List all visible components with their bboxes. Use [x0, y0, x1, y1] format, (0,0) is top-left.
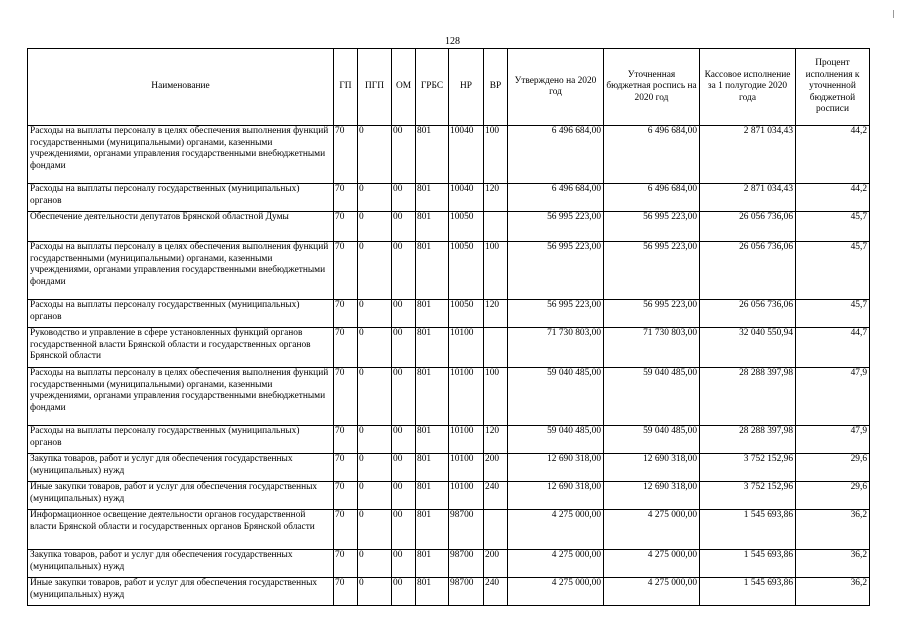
table-row — [28, 454, 870, 482]
header-pgp: ПГП — [358, 49, 392, 126]
row-nr-cell: 98700 — [449, 578, 484, 606]
row-approved-cell: 56 995 223,00 — [508, 212, 604, 242]
row-percent-cell: 36,2 — [796, 550, 870, 578]
row-gp-cell: 70 — [334, 212, 358, 242]
row-cash-cell: 32 040 550,94 — [700, 328, 796, 368]
row-cash-cell: 1 545 693,86 — [700, 550, 796, 578]
table-row — [28, 510, 870, 550]
row-grbs-cell: 801 — [416, 126, 449, 184]
row-gp-cell: 70 — [334, 300, 358, 328]
header-gp: ГП — [334, 49, 358, 126]
row-pgp-cell: 0 — [358, 510, 392, 550]
row-approved-cell: 12 690 318,00 — [508, 482, 604, 510]
row-nr-cell: 10050 — [449, 212, 484, 242]
row-vr-cell — [484, 510, 508, 550]
row-nr-cell: 10100 — [449, 426, 484, 454]
table-row — [28, 126, 870, 184]
row-gp-cell: 70 — [334, 328, 358, 368]
row-name-cell: Информационное освещение деятельности органов государственной власти Брянской области и государственных органов Брянской области — [28, 510, 334, 550]
row-grbs-cell: 801 — [416, 578, 449, 606]
row-vr-cell: 100 — [484, 126, 508, 184]
row-name-cell: Расходы на выплаты персоналу государственных (муниципальных) органов — [28, 184, 334, 212]
row-approved-cell: 4 275 000,00 — [508, 578, 604, 606]
row-pgp-cell: 0 — [358, 578, 392, 606]
row-pgp-cell: 0 — [358, 328, 392, 368]
row-percent-cell: 36,2 — [796, 578, 870, 606]
row-vr-cell: 200 — [484, 454, 508, 482]
table-row — [28, 368, 870, 426]
row-grbs-cell: 801 — [416, 550, 449, 578]
row-name-cell: Расходы на выплаты персоналу в целях обеспечения выполнения функций государственными (муниципальными) органами, казенными учреждениями, органами управления государственными внебюджетными фондами — [28, 126, 334, 184]
row-cash-cell: 3 752 152,96 — [700, 482, 796, 510]
row-percent-cell: 29,6 — [796, 454, 870, 482]
row-cash-cell: 2 871 034,43 — [700, 184, 796, 212]
table-header-row — [28, 49, 870, 126]
row-nr-cell: 10100 — [449, 328, 484, 368]
row-om-cell: 00 — [392, 482, 416, 510]
row-vr-cell: 120 — [484, 300, 508, 328]
page-number: 128 — [445, 36, 460, 47]
row-approved-cell: 56 995 223,00 — [508, 300, 604, 328]
row-name-cell: Расходы на выплаты персоналу государственных (муниципальных) органов — [28, 300, 334, 328]
row-refined-cell: 56 995 223,00 — [604, 300, 700, 328]
row-name-cell: Обеспечение деятельности депутатов Брянской областной Думы — [28, 212, 334, 242]
row-grbs-cell: 801 — [416, 482, 449, 510]
row-nr-cell: 10050 — [449, 300, 484, 328]
row-pgp-cell: 0 — [358, 368, 392, 426]
row-percent-cell: 45,7 — [796, 242, 870, 300]
row-pgp-cell: 0 — [358, 482, 392, 510]
row-pgp-cell: 0 — [358, 426, 392, 454]
row-percent-cell: 47,9 — [796, 426, 870, 454]
row-percent-cell: 45,7 — [796, 212, 870, 242]
row-refined-cell: 4 275 000,00 — [604, 510, 700, 550]
row-cash-cell: 26 056 736,06 — [700, 242, 796, 300]
row-nr-cell: 10100 — [449, 454, 484, 482]
row-grbs-cell: 801 — [416, 510, 449, 550]
header-vr: ВР — [484, 49, 508, 126]
row-vr-cell: 240 — [484, 578, 508, 606]
row-approved-cell: 71 730 803,00 — [508, 328, 604, 368]
row-gp-cell: 70 — [334, 578, 358, 606]
row-name-cell: Расходы на выплаты персоналу в целях обеспечения выполнения функций государственными (муниципальными) органами, казенными учреждениями, органами управления государственными внебюджетными фондами — [28, 242, 334, 300]
row-approved-cell: 59 040 485,00 — [508, 368, 604, 426]
row-name-cell: Расходы на выплаты персоналу в целях обеспечения выполнения функций государственными (муниципальными) органами, казенными учреждениями, органами управления государственными внебюджетными фондами — [28, 368, 334, 426]
header-om: ОМ — [392, 49, 416, 126]
page-edge-mark — [893, 10, 894, 18]
header-name: Наименование — [28, 49, 334, 126]
row-cash-cell: 1 545 693,86 — [700, 578, 796, 606]
row-gp-cell: 70 — [334, 510, 358, 550]
row-refined-cell: 59 040 485,00 — [604, 368, 700, 426]
row-vr-cell — [484, 328, 508, 368]
row-nr-cell: 98700 — [449, 510, 484, 550]
row-vr-cell: 200 — [484, 550, 508, 578]
row-cash-cell: 28 288 397,98 — [700, 368, 796, 426]
row-name-cell: Закупка товаров, работ и услуг для обеспечения государственных (муниципальных) нужд — [28, 550, 334, 578]
row-name-cell: Руководство и управление в сфере установленных функций органов государственной власти Брянской области и государственных органов Брянской области — [28, 328, 334, 368]
row-pgp-cell: 0 — [358, 242, 392, 300]
row-nr-cell: 98700 — [449, 550, 484, 578]
row-om-cell: 00 — [392, 510, 416, 550]
row-grbs-cell: 801 — [416, 454, 449, 482]
row-approved-cell: 59 040 485,00 — [508, 426, 604, 454]
row-cash-cell: 3 752 152,96 — [700, 454, 796, 482]
row-grbs-cell: 801 — [416, 328, 449, 368]
row-om-cell: 00 — [392, 426, 416, 454]
row-approved-cell: 6 496 684,00 — [508, 126, 604, 184]
row-percent-cell: 45,7 — [796, 300, 870, 328]
row-refined-cell: 12 690 318,00 — [604, 454, 700, 482]
row-gp-cell: 70 — [334, 482, 358, 510]
row-vr-cell: 120 — [484, 426, 508, 454]
row-refined-cell: 56 995 223,00 — [604, 212, 700, 242]
row-pgp-cell: 0 — [358, 550, 392, 578]
row-om-cell: 00 — [392, 368, 416, 426]
row-om-cell: 00 — [392, 300, 416, 328]
table-row — [28, 212, 870, 242]
row-percent-cell: 47,9 — [796, 368, 870, 426]
row-nr-cell: 10050 — [449, 242, 484, 300]
row-cash-cell: 2 871 034,43 — [700, 126, 796, 184]
row-vr-cell: 240 — [484, 482, 508, 510]
table-row — [28, 550, 870, 578]
row-om-cell: 00 — [392, 550, 416, 578]
header-percent: Процент исполнения к уточненной бюджетной росписи — [796, 49, 870, 126]
row-refined-cell: 59 040 485,00 — [604, 426, 700, 454]
row-nr-cell: 10040 — [449, 184, 484, 212]
header-cash: Кассовое исполнение за 1 полугодие 2020 года — [700, 49, 796, 126]
row-percent-cell: 36,2 — [796, 510, 870, 550]
header-refined: Уточненная бюджетная роспись на 2020 год — [604, 49, 700, 126]
row-name-cell: Закупка товаров, работ и услуг для обеспечения государственных (муниципальных) нужд — [28, 454, 334, 482]
table-row — [28, 328, 870, 368]
row-gp-cell: 70 — [334, 550, 358, 578]
row-pgp-cell: 0 — [358, 126, 392, 184]
row-pgp-cell: 0 — [358, 454, 392, 482]
row-approved-cell: 12 690 318,00 — [508, 454, 604, 482]
row-gp-cell: 70 — [334, 426, 358, 454]
row-percent-cell: 29,6 — [796, 482, 870, 510]
table-row — [28, 242, 870, 300]
row-om-cell: 00 — [392, 328, 416, 368]
row-approved-cell: 6 496 684,00 — [508, 184, 604, 212]
row-refined-cell: 4 275 000,00 — [604, 578, 700, 606]
row-vr-cell: 100 — [484, 368, 508, 426]
row-refined-cell: 71 730 803,00 — [604, 328, 700, 368]
row-grbs-cell: 801 — [416, 184, 449, 212]
row-nr-cell: 10100 — [449, 482, 484, 510]
row-approved-cell: 56 995 223,00 — [508, 242, 604, 300]
row-percent-cell: 44,2 — [796, 184, 870, 212]
row-percent-cell: 44,7 — [796, 328, 870, 368]
row-grbs-cell: 801 — [416, 212, 449, 242]
row-refined-cell: 56 995 223,00 — [604, 242, 700, 300]
row-nr-cell: 10100 — [449, 368, 484, 426]
row-refined-cell: 6 496 684,00 — [604, 184, 700, 212]
row-percent-cell: 44,2 — [796, 126, 870, 184]
row-refined-cell: 12 690 318,00 — [604, 482, 700, 510]
row-gp-cell: 70 — [334, 126, 358, 184]
row-cash-cell: 26 056 736,06 — [700, 300, 796, 328]
header-grbs: ГРБС — [416, 49, 449, 126]
row-name-cell: Расходы на выплаты персоналу государственных (муниципальных) органов — [28, 426, 334, 454]
row-om-cell: 00 — [392, 126, 416, 184]
table-body — [28, 126, 870, 606]
row-om-cell: 00 — [392, 578, 416, 606]
row-grbs-cell: 801 — [416, 242, 449, 300]
row-pgp-cell: 0 — [358, 300, 392, 328]
header-nr: НР — [449, 49, 484, 126]
table-row — [28, 184, 870, 212]
row-name-cell: Иные закупки товаров, работ и услуг для обеспечения государственных (муниципальных) нужд — [28, 482, 334, 510]
table-row — [28, 426, 870, 454]
row-gp-cell: 70 — [334, 454, 358, 482]
table-row — [28, 578, 870, 606]
row-nr-cell: 10040 — [449, 126, 484, 184]
row-vr-cell: 100 — [484, 242, 508, 300]
row-gp-cell: 70 — [334, 368, 358, 426]
row-gp-cell: 70 — [334, 184, 358, 212]
row-cash-cell: 1 545 693,86 — [700, 510, 796, 550]
budget-table — [27, 48, 870, 606]
row-name-cell: Иные закупки товаров, работ и услуг для обеспечения государственных (муниципальных) нужд — [28, 578, 334, 606]
row-pgp-cell: 0 — [358, 212, 392, 242]
row-om-cell: 00 — [392, 242, 416, 300]
row-vr-cell — [484, 212, 508, 242]
row-vr-cell: 120 — [484, 184, 508, 212]
row-approved-cell: 4 275 000,00 — [508, 510, 604, 550]
row-cash-cell: 28 288 397,98 — [700, 426, 796, 454]
row-gp-cell: 70 — [334, 242, 358, 300]
table-row — [28, 300, 870, 328]
header-approved: Утверждено на 2020 год — [508, 49, 604, 126]
row-grbs-cell: 801 — [416, 368, 449, 426]
row-grbs-cell: 801 — [416, 426, 449, 454]
row-om-cell: 00 — [392, 184, 416, 212]
row-om-cell: 00 — [392, 212, 416, 242]
row-refined-cell: 4 275 000,00 — [604, 550, 700, 578]
row-cash-cell: 26 056 736,06 — [700, 212, 796, 242]
row-pgp-cell: 0 — [358, 184, 392, 212]
row-grbs-cell: 801 — [416, 300, 449, 328]
row-om-cell: 00 — [392, 454, 416, 482]
table-row — [28, 482, 870, 510]
row-refined-cell: 6 496 684,00 — [604, 126, 700, 184]
row-approved-cell: 4 275 000,00 — [508, 550, 604, 578]
